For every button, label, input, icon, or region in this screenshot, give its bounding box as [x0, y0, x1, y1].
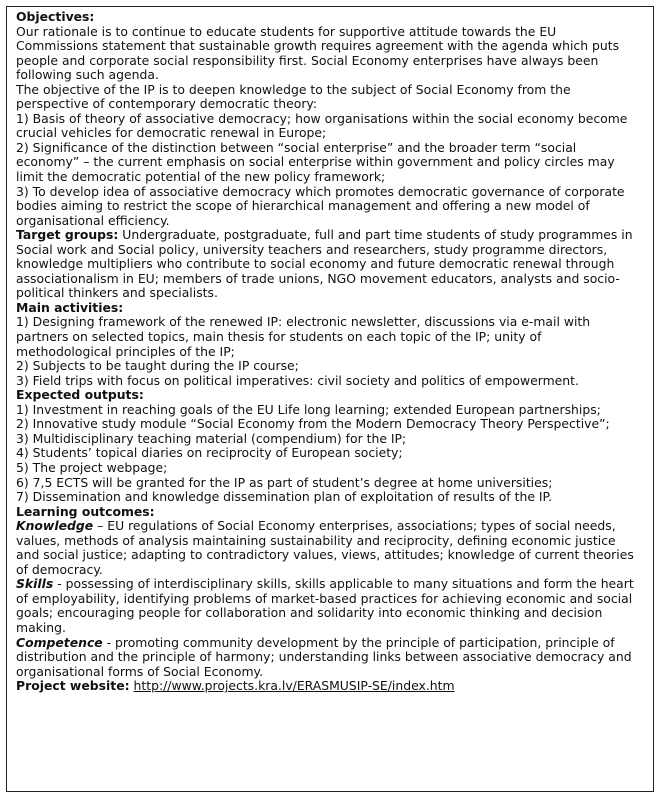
skills-text: - possessing of interdisciplinary skills, skills applicable to many situations and form the heart	[53, 576, 634, 592]
competence-text: - promoting community development by the principle of participation, principle of	[102, 634, 615, 650]
knowledge-label: Knowledge	[16, 518, 94, 534]
expected-outputs-line: 6) 7,5 ECTS will be granted for the IP as part of student’s degree at home universities;	[16, 474, 553, 490]
objectives-line: perspective of contemporary democratic theory:	[16, 96, 318, 112]
expected-outputs-line: 4) Students’ topical diaries on reciprocity of European society;	[16, 445, 403, 461]
knowledge-line: and social justice; adapting to contradictory values, views, attitudes; knowledge of current theories	[16, 547, 634, 563]
objectives-line: following such agenda.	[16, 67, 159, 83]
project-website-link[interactable]: http://www.projects.kra.lv/ERASMUSIP-SE/index.htm	[133, 678, 455, 694]
objectives-line: 2) Significance of the distinction between “social enterprise” and the broader term “social	[16, 139, 577, 155]
objectives-line: Commissions statement that sustainable growth requires agreement with the agenda which puts	[16, 38, 620, 54]
document-frame	[6, 6, 654, 792]
target-groups-first-line	[16, 228, 644, 243]
knowledge-first-line	[16, 519, 644, 534]
objectives-line: organisational efficiency.	[16, 212, 170, 228]
knowledge-line: of democracy.	[16, 561, 103, 577]
target-groups-heading: Target groups:	[16, 227, 119, 243]
expected-outputs-line: 5) The project webpage;	[16, 459, 168, 475]
skills-line: making.	[16, 619, 66, 635]
objectives-line: people and corporate social responsibility first. Social Economy enterprises have always been	[16, 52, 599, 68]
competence-first-line	[16, 636, 644, 651]
objectives-line: 3) To develop idea of associative democracy which promotes democratic governance of corporate	[16, 183, 625, 199]
expected-outputs-line: 7) Dissemination and knowledge dissemination plan of exploitation of results of the IP.	[16, 489, 553, 505]
project-website-label: Project website:	[16, 678, 130, 694]
objectives-line: The objective of the IP is to deepen knowledge to the subject of Social Economy from the	[16, 81, 571, 97]
skills-line: of employability, identifying problems of market-based practices for achieving economic and social	[16, 590, 633, 606]
main-activities-line: partners on selected topics, main thesis for students on each topic of the IP; unity of	[16, 329, 542, 345]
main-activities-line: methodological principles of the IP;	[16, 343, 235, 359]
skills-first-line	[16, 577, 644, 592]
objectives-heading: Objectives:	[16, 9, 95, 24]
competence-label: Competence	[16, 634, 103, 650]
expected-outputs-line: 3) Multidisciplinary teaching material (compendium) for the IP;	[16, 430, 407, 446]
knowledge-line: values, methods of analysis maintaining sustainability and reciprocity, defining economic justice	[16, 532, 616, 548]
expected-outputs-line: 2) Innovative study module “Social Economy from the Modern Democracy Theory Perspective”;	[16, 416, 610, 432]
target-groups-line: knowledge multipliers who contribute to social economy and future democratic renewal through	[16, 256, 615, 272]
objectives-line: economy” – the current emphasis on social enterprise within government and policy circles may	[16, 154, 615, 170]
objectives-line: Our rationale is to continue to educate students for supportive attitude towards the EU	[16, 23, 557, 39]
competence-line: organisational forms of Social Economy.	[16, 663, 264, 679]
competence-line: distribution and the principle of harmony; understanding links between associative democracy and	[16, 649, 632, 665]
objectives-line: limit the democratic potential of the new policy framework;	[16, 169, 386, 185]
target-groups-line: political thinkers and specialists.	[16, 285, 218, 301]
target-groups-line: associationalism in EU; members of trade unions, NGO movement educators, analysts and socio-	[16, 270, 620, 286]
objectives-line: 1) Basis of theory of associative democracy; how organisations within the social economy become	[16, 110, 628, 126]
project-website-line	[16, 679, 644, 694]
expected-outputs-line: 1) Investment in reaching goals of the EU Life long learning; extended European partnerships;	[16, 401, 601, 417]
expected-outputs-heading: Expected outputs:	[16, 387, 144, 403]
skills-line: goals; encouraging people for collaboration and solidarity into economic thinking and decision	[16, 605, 603, 621]
main-activities-line: 2) Subjects to be taught during the IP course;	[16, 358, 299, 374]
main-activities-line: 3) Field trips with focus on political imperatives: civil society and politics of empowerment.	[16, 372, 579, 388]
target-groups-line: Social work and Social policy, university teachers and researchers, study programme directors,	[16, 241, 608, 257]
objectives-line: crucial vehicles for democratic renewal in Europe;	[16, 125, 327, 141]
knowledge-text: – EU regulations of Social Economy enterprises, associations; types of social needs,	[93, 518, 616, 534]
skills-label: Skills	[16, 576, 54, 592]
objectives-body	[16, 25, 644, 229]
main-activities-heading: Main activities:	[16, 299, 124, 315]
objectives-line: bodies aiming to restrict the scope of hierarchical management and offering a new model of	[16, 198, 590, 214]
main-activities-line: 1) Designing framework of the renewed IP: electronic newsletter, discussions via e-mail with	[16, 314, 591, 330]
target-groups-text: Undergraduate, postgraduate, full and part time students of study programmes in	[118, 227, 633, 243]
learning-outcomes-heading: Learning outcomes:	[16, 503, 155, 519]
